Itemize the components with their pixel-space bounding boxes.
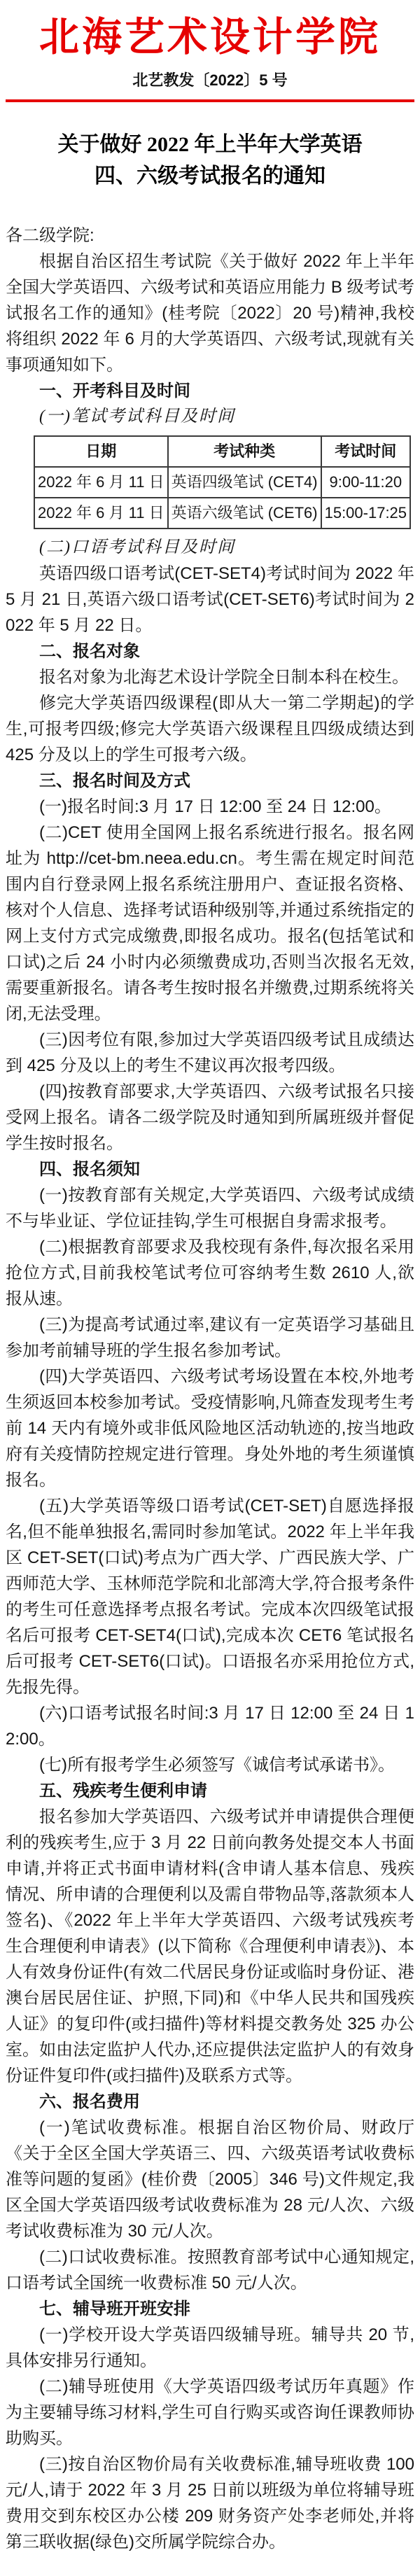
section-4-heading: 四、报名须知 (39, 1160, 140, 1179)
section-4-paragraph-4: (四)大学英语四、六级考试考场设置在本校,外地考生须返回本校参加考试。受疫情影响,凡筛查发现考生考前 14 天内有境外或非低风险地区活动轨迹的,按当地政府有关疫情防控规定进行管理。身处外地的考生须谨慎报名。 (6, 1367, 414, 1490)
section-3-paragraph-3: (三)因考位有限,参加过大学英语四级考试且成绩达到 425 分及以上的考生不建议再次报考四级。 (6, 1030, 414, 1075)
intro-paragraph: 根据自治区招生考试院《关于做好 2022 年上半年全国大学英语四、六级考试和英语应用能力 B 级考试考试报名工作的通知》(桂考院〔2022〕20 号)精神,我校将组织 2022 年 6 月的大学英语四、六级考试,现就有关事项通知如下。 (6, 252, 414, 374)
cell-date: 2022 年 6 月 11 日 (34, 498, 168, 528)
table-row (34, 467, 410, 498)
section-2-paragraph-2: 修完大学英语四级课程(即从大一第二学期起)的学生,可报考四级;修完大学英语六级课程且四级成绩达到 425 分及以上的学生可报考六级。 (6, 694, 414, 764)
cell-kind: 英语六级笔试 (CET6) (168, 498, 321, 528)
written-exam-table (34, 435, 411, 529)
section-6-heading: 六、报名费用 (39, 2092, 140, 2111)
document-header (6, 13, 414, 102)
table-header-kind: 考试种类 (168, 436, 321, 467)
section-6-paragraph-2: (二)口试收费标准。按照教育部考试中心通知规定,口语考试全国统一收费标准 50 元/人次。 (6, 2248, 414, 2292)
table-header-date: 日期 (34, 436, 168, 467)
section-2-heading: 二、报名对象 (39, 642, 140, 661)
section-1-oral-paragraph: 英语四级口语考试(CET-SET4)考试时间为 2022 年 5 月 21 日,英语六级口语考试(CET-SET6)考试时间为 2022 年 5 月 22 日。 (6, 564, 414, 635)
section-4-paragraph-3: (三)为提高考试通过率,建议有一定英语学习基础且参加考前辅导班的学生报名参加考试。 (6, 1315, 414, 1360)
document-body (6, 223, 414, 2555)
section-3-paragraph-1: (一)报名时间:3 月 17 日 12:00 至 24 日 12:00。 (39, 797, 391, 816)
section-7-heading: 七、辅导班开班安排 (39, 2300, 190, 2318)
section-3-paragraph-4: (四)按教育部要求,大学英语四、六级考试报名只接受网上报名。请各二级学院及时通知到所属班级并督促学生按时报名。 (6, 1082, 414, 1153)
table-row (34, 498, 410, 528)
section-3-paragraph-2: (二)CET 使用全国网上报名系统进行报名。报名网址为 http://cet-bm.neea.edu.cn。考生需在规定时间范围内自行登录网上报名系统注册用户、查证报名资格、核对个人信息、选择考试语种级别等,并通过系统指定的网上支付方式完成缴费,即报名成功。报名(包括笔试和口试)之后 24 小时内必须缴费成功,否则当次报名无效,需要重新报名。请各考生按时报名并缴费,过期系统将关闭,无法受理。 (6, 823, 414, 1023)
section-7-paragraph-2: (二)辅导班使用《大学英语四级考试历年真题》作为主要辅导练习材料,学生可自行购买或咨询任课教师协助购买。 (6, 2377, 414, 2448)
section-2-paragraph-1: 报名对象为北海艺术设计学院全日制本科在校生。 (39, 668, 409, 687)
doc-number: 北艺教发〔2022〕5 号 (132, 71, 288, 89)
section-7-paragraph-1: (一)学校开设大学英语四级辅导班。辅导共 20 节,具体安排另行通知。 (6, 2325, 414, 2370)
cell-date: 2022 年 6 月 11 日 (34, 467, 168, 498)
cell-kind: 英语四级笔试 (CET4) (168, 467, 321, 498)
section-5-heading: 五、残疾考生便利申请 (39, 1782, 207, 1800)
section-4-paragraph-1: (一)按教育部有关规定,大学英语四、六级考试成绩不与毕业证、学位证挂钩,学生可根据自身需求报考。 (6, 1186, 414, 1231)
section-1-heading: 一、开考科目及时间 (39, 382, 190, 400)
salutation: 各二级学院: (6, 226, 94, 245)
table-header-row (34, 436, 410, 467)
school-name-title: 北海艺术设计学院 (39, 15, 381, 59)
section-6-paragraph-1: (一)笔试收费标准。根据自治区物价局、财政厅《关于全区全国大学英语三、四、六级英语考试收费标准等问题的复函》(桂价费〔2005〕346 号)文件规定,我区全国大学英语四级考试收费标准为 28 元/人次、六级考试收费标准为 30 元/人次。 (6, 2118, 414, 2241)
section-3-heading: 三、报名时间及方式 (39, 771, 190, 790)
notice-title-line1: 关于做好 2022 年上半年大学英语 (57, 133, 363, 156)
red-divider (6, 99, 414, 102)
section-4-paragraph-6: (六)口语考试报名时间:3 月 17 日 12:00 至 24 日 12:00。 (6, 1704, 414, 1749)
cell-time: 9:00-11:20 (321, 467, 410, 498)
cell-time: 15:00-17:25 (321, 498, 410, 528)
section-4-paragraph-7: (七)所有报考学生必须签写《诚信考试承诺书》。 (39, 1756, 395, 1774)
section-1-sub1: (一)笔试考试科目及时间 (39, 407, 235, 426)
table-header-time: 考试时间 (321, 436, 410, 467)
section-1-sub2: (二)口语考试科目及时间 (39, 538, 235, 556)
notice-title-line2: 四、六级考试报名的通知 (94, 164, 326, 188)
section-7-paragraph-3: (三)按自治区物价局有关收费标准,辅导班收费 100 元/人,请于 2022 年 3 月 25 日前以班级为单位将辅导班费用交到东校区办公楼 209 财务资产处李老师处,并将第三联收据(绿色)交所属学院综合办。 (6, 2455, 414, 2552)
section-4-paragraph-2: (二)根据教育部要求及我校现有条件,每次报名采用抢位方式,目前我校笔试考位可容纳考生数 2610 人,欲报从速。 (6, 1238, 414, 1308)
notice-title (6, 129, 414, 192)
section-5-paragraph-1: 报名参加大学英语四、六级考试并申请提供合理便利的残疾考生,应于 3 月 22 日前向教务处提交本人书面申请,并将正式书面申请材料(含申请人基本信息、残疾情况、所申请的合理便利以及需自带物品等,落款须本人签名)、《2022 年上半年大学英语四、六级考试残疾考生合理便利申请表》(以下简称《合理便利申请表》)、本人有效身份证件(有效二代居民身份证或临时身份证、港澳台居民居住证、护照,下同)和《中华人民共和国残疾人证》的复印件(或扫描件)等材料提交教务处 325 办公室。如由法定监护人代办,还应提供法定监护人的有效身份证件复印件(或扫描件)及联系方式等。 (6, 1807, 414, 2085)
section-4-paragraph-5: (五)大学英语等级口语考试(CET-SET)自愿选择报名,但不能单独报名,需同时参加笔试。2022 年上半年我区 CET-SET(口试)考点为广西大学、广西民族大学、广西师范大学、玉林师范学院和北部湾大学,符合报考条件的考生可任意选择考点报名考试。完成本次四级笔试报名后可报考 CET-SET4(口试),完成本次 CET6 笔试报名后可报考 CET-SET6(口试)。口语报名亦采用抢位方式,先报先得。 (6, 1497, 414, 1697)
